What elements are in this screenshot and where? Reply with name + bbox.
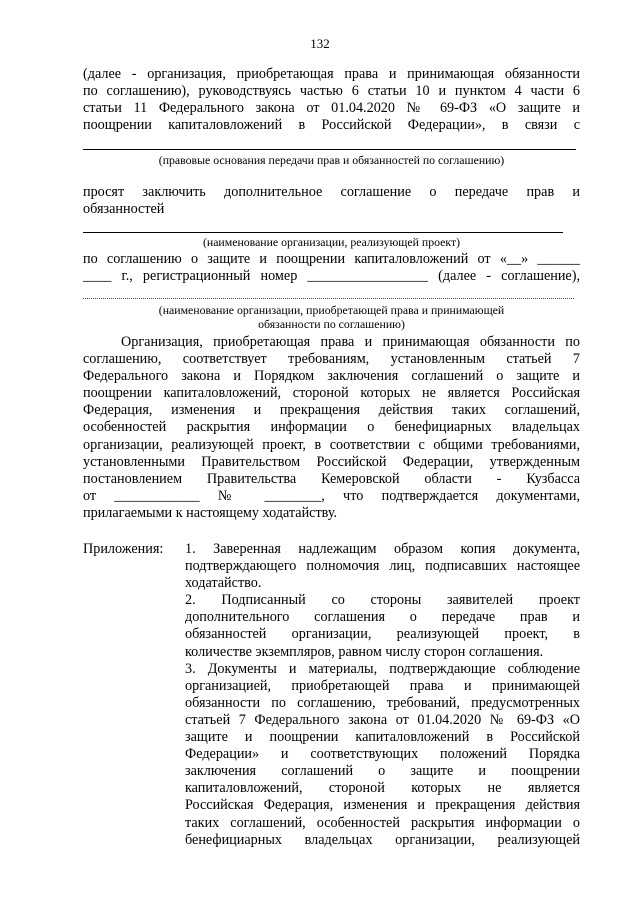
main-line: Федерального закона и Порядком заключения соглашений о защите и [83,368,580,385]
acquirer-org-caption-line: обязанности по соглашению) [258,317,405,331]
appendix-line: количестве экземпляров, равном числу сторон соглашения. [185,643,544,660]
appendix-list [185,541,580,849]
appendix-line: 2. Подписанный со стороны заявителей проект [185,592,580,609]
main-line: организации, реализующей проект, в соответствии с общими требованиями, [83,436,580,453]
legal-basis-caption: (правовые основания передачи прав и обязанностей по соглашению) [158,153,505,167]
appendix-line: заключения соглашений о защите и поощрении [185,763,580,780]
project-org-blank-line [83,232,563,233]
appendix-line: Российская Федерация, изменения и прекращения действия [185,797,580,814]
appendix-line: Федерации» и соответствующих положений Порядка [185,746,580,763]
main-line: установленными Правительством Российской Федерации, утвержденным [83,453,580,470]
appendix-line: подтверждающего полномочия лиц, подписавших настоящее [185,558,580,575]
legal-basis-blank-line [83,149,576,150]
appendix-line: 1. Заверенная надлежащим образом копия документа, [185,541,580,557]
appendix-line: бенефициарных владельцах организации, реализующей [185,831,580,848]
main-line: соглашению, соответствует требованиям, установленным статьей 7 [83,351,580,368]
main-line: постановлением Правительства Кемеровской области - Кузбасса [83,470,580,487]
request-line: просят заключить дополнительное соглашение о передаче прав и [83,184,580,200]
appendix-line: 3. Документы и материалы, подтверждающие соблюдение [185,660,580,677]
appendix-line: организацией, приобретающей права и принимающей [185,677,580,694]
appendix-line: защите и поощрении капиталовложений в Российской [185,729,580,746]
intro-line: (далее - организация, приобретающая права и принимающая обязанности [83,66,580,82]
agreement-paragraph [83,251,580,285]
acquirer-org-blank-line [83,298,574,299]
appendix-line: дополнительного соглашения о передаче прав и [185,609,580,626]
main-line: особенностей раскрытия информации о бенефициарных владельцах [83,419,580,436]
main-line: от ____________ № ________, что подтверждается документами, [83,487,580,504]
main-line: поощрении капиталовложений, стороной которых не является Российская [83,385,580,402]
main-line: прилагаемыми к настоящему ходатайству. [83,504,338,521]
request-paragraph [83,184,580,218]
appendix-line: обязанностей организации, реализующей проект, в [185,626,580,643]
appendix-label: Приложения: [83,541,164,557]
main-line: Организация, приобретающая права и принимающая обязанности по [121,334,580,350]
acquirer-org-caption-line: (наименование организации, приобретающей права и принимающей [158,303,505,317]
main-line: Федерация, изменения и прекращения действия таких соглашений, [83,402,580,419]
intro-paragraph [83,66,580,134]
intro-line: по соглашению), руководствуясь частью 6 статьи 10 и пунктом 4 части 6 [83,83,580,100]
request-line: обязанностей [83,201,165,218]
intro-line: поощрении капиталовложений в Российской Федерации», в связи с [83,117,580,134]
appendix-line: ходатайство. [185,575,262,592]
appendix-line: таких соглашений, особенностей раскрытия информации о [185,814,580,831]
agreement-line: по соглашению о защите и поощрении капиталовложений от «__» ______ [83,251,580,267]
project-org-caption: (наименование организации, реализующей проект) [202,235,461,249]
appendix-line: капиталовложений, стороной которых не является [185,780,580,797]
appendix-line: обязанности по соглашению, требований, предусмотренных [185,694,580,711]
appendix-line: статьей 7 Федерального закона от 01.04.2020 № 69-ФЗ «О [185,711,580,728]
main-paragraph [83,334,580,522]
intro-line: статьи 11 Федерального закона от 01.04.2020 № 69-ФЗ «О защите и [83,100,580,117]
page-number: 132 [310,36,330,51]
agreement-line: ____ г., регистрационный номер _________________ (далее - соглашение), [83,268,580,285]
